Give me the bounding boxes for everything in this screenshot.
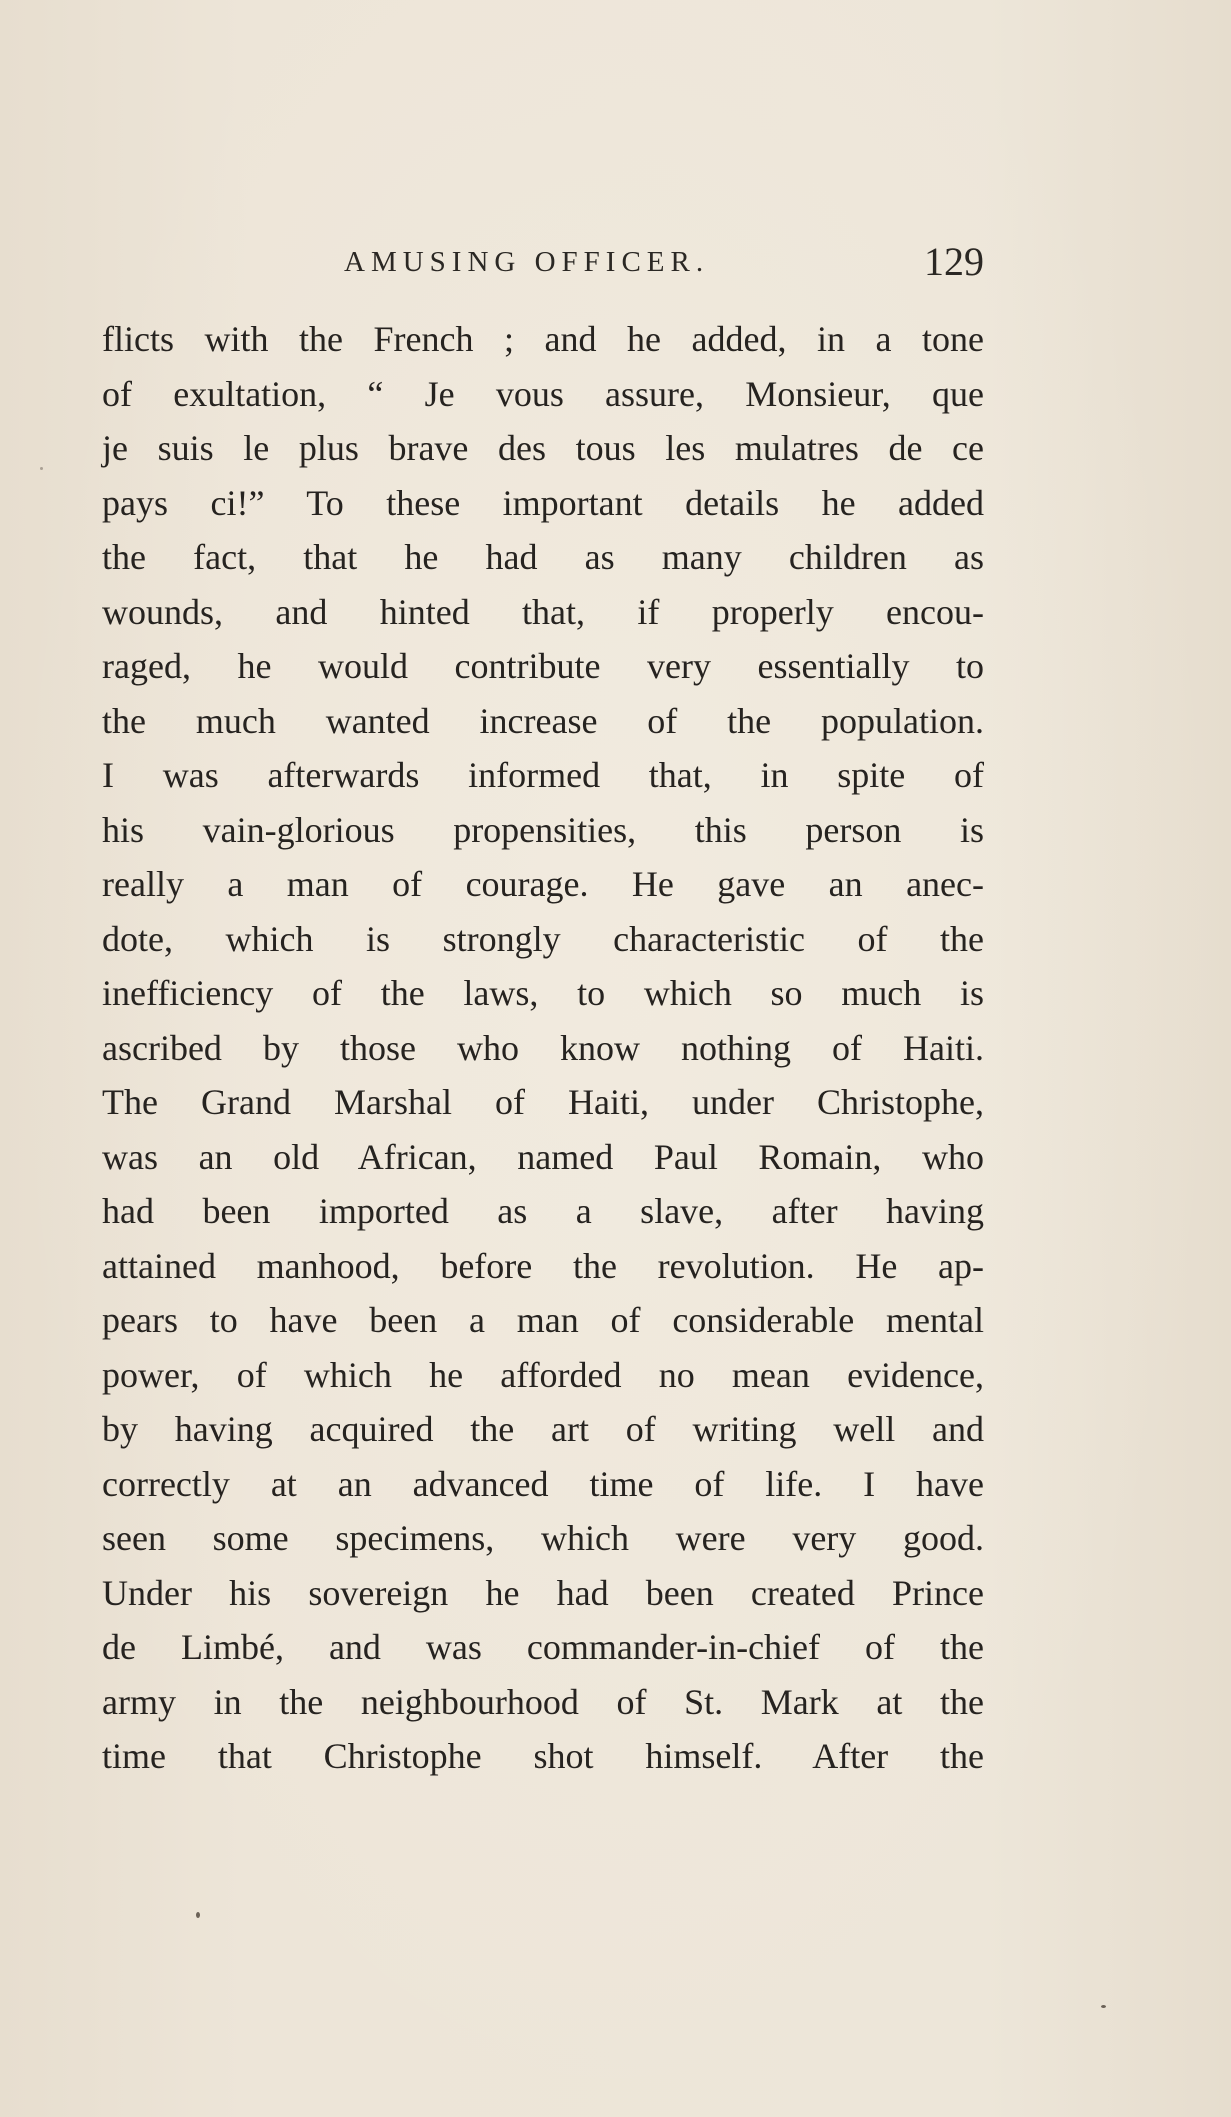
page-header	[102, 232, 984, 292]
text-line: attained manhood, before the revolution. He ap-	[102, 1245, 984, 1286]
text-line: dote, which is strongly characteristic of the	[102, 918, 984, 959]
text-line: seen some specimens, which were very good.	[102, 1518, 984, 1558]
text-line: correctly at an advanced time of life. I have	[102, 1463, 984, 1504]
text-line: was an old African, named Paul Romain, who	[102, 1136, 984, 1177]
body-text	[102, 312, 984, 1784]
paper-speck	[196, 1912, 200, 1918]
text-line: I was afterwards informed that, in spite of	[102, 755, 984, 795]
text-line: army in the neighbourhood of St. Mark at the	[102, 1681, 984, 1722]
text-line: flicts with the French ; and he added, in a tone	[102, 319, 984, 359]
text-line: The Grand Marshal of Haiti, under Christophe,	[102, 1082, 984, 1122]
text-line: wounds, and hinted that, if properly encou-	[102, 591, 984, 632]
text-line: inefficiency of the laws, to which so much is	[102, 973, 984, 1013]
text-line: de Limbé, and was commander-in-chief of the	[102, 1627, 984, 1667]
text-line: really a man of courage. He gave an anec-	[102, 864, 984, 904]
text-line: raged, he would contribute very essentially to	[102, 646, 984, 686]
paper-speck	[40, 467, 43, 470]
text-line: je suis le plus brave des tous les mulatres de ce	[102, 428, 984, 468]
text-line: pays ci!” To these important details he added	[102, 482, 984, 523]
text-line: Under his sovereign he had been created Prince	[102, 1572, 984, 1613]
text-line: of exultation, “ Je vous assure, Monsieur, que	[102, 373, 984, 414]
running-head: AMUSING OFFICER.	[344, 246, 710, 278]
text-line: time that Christophe shot himself. After the	[102, 1736, 984, 1776]
page-number: 129	[924, 239, 984, 284]
paper-speck	[1101, 2005, 1106, 2008]
text-line: his vain-glorious propensities, this person is	[102, 809, 984, 850]
text-line: the much wanted increase of the population.	[102, 700, 984, 741]
text-line: had been imported as a slave, after having	[102, 1191, 984, 1231]
text-line: power, of which he afforded no mean evidence,	[102, 1354, 984, 1395]
text-line: the fact, that he had as many children as	[102, 537, 984, 577]
text-line: by having acquired the art of writing well and	[102, 1409, 984, 1449]
text-line: pears to have been a man of considerable mental	[102, 1300, 984, 1340]
text-line: ascribed by those who know nothing of Haiti.	[102, 1027, 984, 1068]
